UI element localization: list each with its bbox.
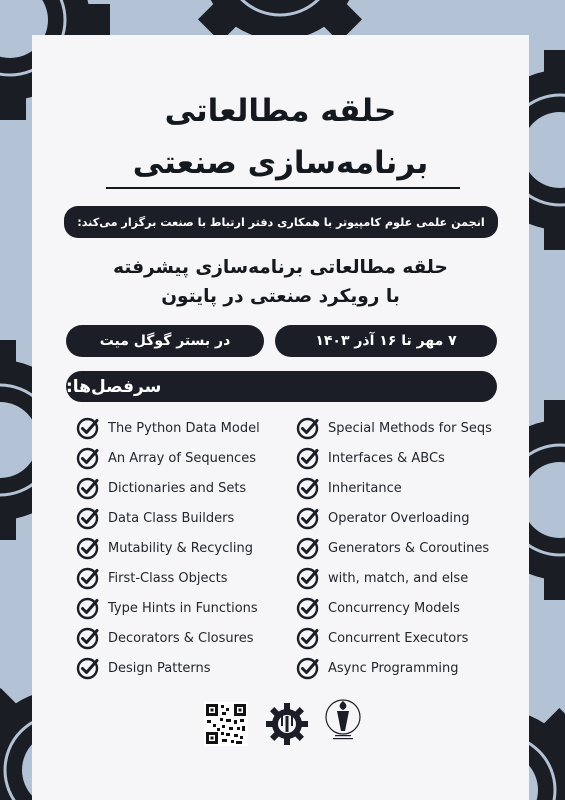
- check-circle-icon: [296, 476, 320, 500]
- topic-label: Interfaces & ABCs: [328, 450, 445, 466]
- title-line-1: حلقه مطالعاتی: [164, 93, 397, 129]
- topic-right-item: [296, 596, 460, 620]
- topics-heading-text: سرفصل‌ها:: [66, 376, 162, 397]
- topic-left-item: [76, 446, 256, 470]
- check-circle-icon: [296, 656, 320, 680]
- organizer-banner: [64, 206, 498, 238]
- check-circle-icon: [76, 626, 100, 650]
- date-badge: [275, 325, 497, 357]
- topic-label: Mutability & Recycling: [108, 540, 253, 556]
- title-divider: [106, 187, 460, 189]
- subtitle-line-2: با رویکرد صنعتی در پایتون: [161, 286, 400, 307]
- topic-right-item: [296, 656, 459, 680]
- poster-title: [32, 85, 529, 189]
- topic-label: with, match, and else: [328, 570, 469, 586]
- check-circle-icon: [296, 566, 320, 590]
- check-circle-icon: [76, 416, 100, 440]
- topic-left-item: [76, 506, 234, 530]
- topic-left-item: [76, 566, 228, 590]
- topic-label: Special Methods for Seqs: [328, 420, 492, 436]
- check-circle-icon: [296, 536, 320, 560]
- topic-right-item: [296, 626, 468, 650]
- check-circle-icon: [296, 506, 320, 530]
- topic-right-item: [296, 536, 489, 560]
- topic-label: The Python Data Model: [108, 420, 260, 436]
- topic-label: First-Class Objects: [108, 570, 228, 586]
- topic-right-item: [296, 476, 402, 500]
- topic-left-item: [76, 416, 260, 440]
- topic-label: Concurrency Models: [328, 600, 460, 616]
- topic-label: Operator Overloading: [328, 510, 470, 526]
- topic-right-item: [296, 566, 468, 590]
- subtitle-line-1: حلقه مطالعاتی برنامه‌سازی پیشرفته: [113, 257, 448, 278]
- poster-card: [32, 35, 529, 800]
- topic-left-item: [76, 536, 253, 560]
- check-circle-icon: [296, 446, 320, 470]
- topic-left-item: [76, 656, 211, 680]
- organizer-text: انجمن علمی علوم کامپیوتر با همکاری دفتر ارتباط با صنعت برگزار می‌کند:: [77, 215, 485, 229]
- check-circle-icon: [296, 626, 320, 650]
- topic-label: Inheritance: [328, 480, 402, 496]
- check-circle-icon: [76, 506, 100, 530]
- topic-label: Data Class Builders: [108, 510, 235, 526]
- topic-left-item: [76, 476, 246, 500]
- university-gear-logo: [264, 701, 310, 747]
- topic-left-item: [76, 596, 258, 620]
- check-circle-icon: [296, 416, 320, 440]
- topic-right-item: [296, 446, 445, 470]
- check-circle-icon: [76, 536, 100, 560]
- course-subtitle: [32, 253, 529, 311]
- topic-label: Concurrent Executors: [328, 630, 469, 646]
- topic-right-item: [296, 506, 469, 530]
- topic-left-item: [76, 626, 253, 650]
- platform-text: در بستر گوگل میت: [99, 333, 231, 349]
- topic-label: Generators & Coroutines: [328, 540, 490, 556]
- topic-label: Dictionaries and Sets: [108, 480, 247, 496]
- torch-logo: [323, 697, 363, 743]
- topic-label: Decorators & Closures: [108, 630, 254, 646]
- qr-code: [204, 702, 248, 746]
- check-circle-icon: [76, 566, 100, 590]
- check-circle-icon: [76, 446, 100, 470]
- topic-label: Async Programming: [328, 660, 459, 676]
- date-text: ۷ مهر تا ۱۶ آذر ۱۴۰۳: [315, 333, 457, 349]
- topic-label: Type Hints in Functions: [108, 600, 258, 616]
- check-circle-icon: [296, 596, 320, 620]
- topics-heading: [66, 371, 497, 402]
- topic-label: An Array of Sequences: [108, 450, 256, 466]
- title-line-2: برنامه‌سازی صنعتی: [132, 145, 429, 181]
- check-circle-icon: [76, 596, 100, 620]
- topic-label: Design Patterns: [108, 660, 211, 676]
- check-circle-icon: [76, 476, 100, 500]
- check-circle-icon: [76, 656, 100, 680]
- topic-right-item: [296, 416, 492, 440]
- platform-badge: [66, 325, 264, 357]
